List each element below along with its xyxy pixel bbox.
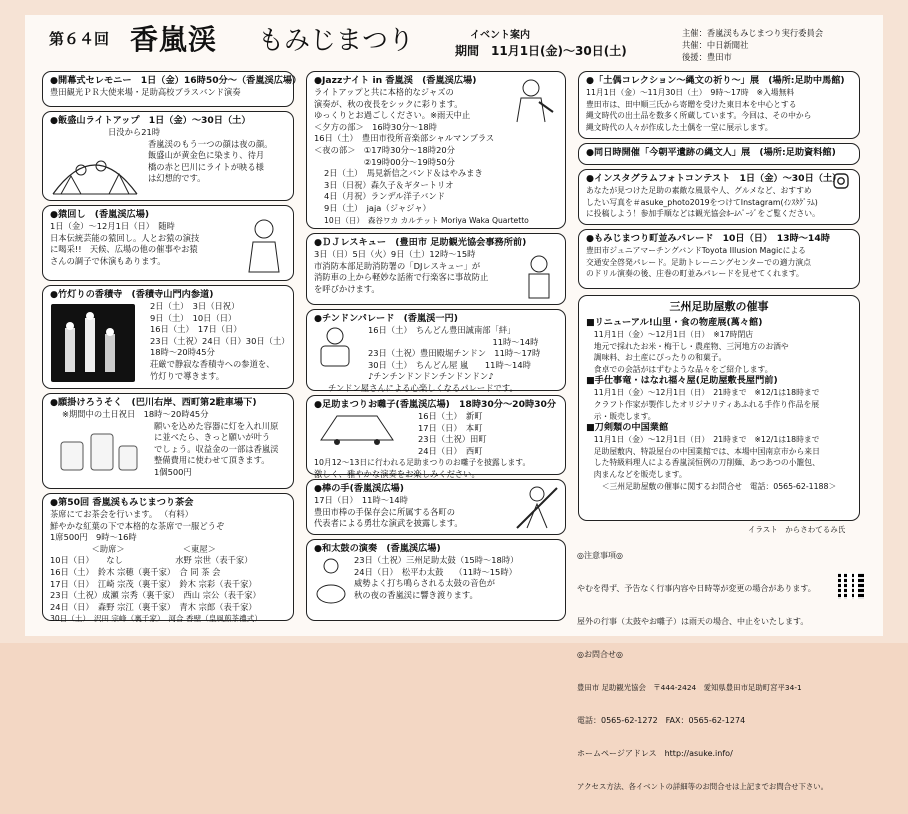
organizer-line: 共催：中日新聞社 (682, 40, 749, 50)
section-subtitle: ■手仕事竜・はなれ福々屋(足助屋敷長屋門前) (586, 375, 778, 387)
section-title: ●猿回し (香嵐渓広場) (50, 209, 150, 220)
section-line: 11月1日（金）～12月1日（日） ※17時閉店 (586, 330, 754, 339)
notes-contact (577, 528, 828, 814)
section-line: 日本伝統芸能の猿回し。人とお猿の演技 (50, 232, 200, 243)
section-line: 豊田市は、田中順三氏から寄贈を受けた東日本を中心とする (586, 99, 797, 109)
festival-place-name: 香嵐渓 (130, 23, 218, 56)
notes-line: 電話：0565-62-1272 FAX：0565-62-1274 (577, 716, 746, 725)
section-line: 地元で採れたお米・梅干し・農産物、三河地方のお酒や (586, 341, 789, 351)
section-line: に並べたら、きっと願いが叶う (154, 432, 271, 443)
section-line: 1席500円 9時～16時 (50, 532, 137, 543)
section-line: クラフト作家が製作したオリジナリティあふれる手作り作品を展 (586, 399, 820, 409)
section-line: 竹灯りで導きます。 (150, 370, 225, 381)
section-line: 16日（土） 新町 (418, 411, 483, 421)
section-line: 激しく、雅やかな演奏をお楽しみください。 (314, 468, 480, 479)
section-line: に投稿しよう！参加手順などは観光協会ﾎｰﾑﾍﾟｰｼﾞをご覧ください。 (586, 209, 820, 219)
section-line: 橋の赤と巴川にライトが映る様 (148, 161, 264, 172)
section-line: 演奏が、秋の夜長をシックに彩ります。 (314, 98, 463, 109)
section-title: ●第50回 香嵐渓もみじまつり茶会 (50, 497, 194, 508)
jazz-night-box (306, 71, 566, 229)
section-line: 縄文時代の出土品を数多く所蔵しています。今回は、その中から (586, 111, 812, 121)
bamboo-lights-box (42, 285, 294, 389)
lightup-illustration (51, 136, 139, 198)
notes-line: ◎注意事項◎ (577, 551, 623, 560)
section-line: 1個500円 (154, 466, 192, 477)
section-line: のドリル演奏の後、庄巻の町並みパレードを見せてくれます。 (586, 269, 804, 279)
section-line: ＜夕方の部＞ 16時30分～18時 (314, 121, 437, 132)
notes-line: 屋外の行事（太鼓やお囃子）は雨天の場合、中止をいたします。 (577, 617, 809, 626)
section-line: 願いを込めた容器に灯を入れ川原 (154, 420, 279, 431)
section-line: 17日（日） 本町 (418, 422, 483, 433)
section-title: ●Jazzナイト in 香嵐渓 (香嵐渓広場) (314, 75, 477, 86)
section-title: ●開幕式セレモニー 1日（金）16時50分～（香嵐渓広場） (50, 75, 302, 86)
section-line: あなたが見つけた足助の素敵な風景や人、グルメなど、おすすめ (586, 186, 812, 195)
section-title: ●棒の手(香嵐渓広場) (314, 483, 404, 494)
section-line: 9日（土） jaja（ジャジャ） (324, 202, 431, 213)
section-line: 9日（土） 10日（日） (150, 312, 237, 323)
tea-schedule-row: 23日（土祝）成瀬 宗秀（裏千家） 西山 宗公（表千家） (50, 590, 261, 601)
festival-float-illustration (317, 410, 397, 446)
dogu-exhibition-box (578, 71, 860, 139)
organizer-line: 後援：豊田市 (682, 52, 732, 62)
organizers (682, 27, 823, 63)
section-title: 三州足助屋敷の催事 (669, 300, 769, 313)
section-line: 18時～20時45分 (150, 347, 215, 358)
section-line: 豊田観光ＰＲ大使来場・足助高校ブラスバンド演奏 (50, 87, 241, 97)
section-line: 示・販売します。 (586, 411, 656, 421)
bamboo-photo (51, 304, 135, 382)
section-line: ②19時00分～19時50分 (314, 156, 455, 167)
notes-line: やむを得ず、予告なく行事内容や日時等が変更の場合があります。 (577, 584, 816, 593)
chindon-illustration (313, 324, 359, 372)
section-line: 足助屋敷内、特設屋台の中国業館では、本場中国南京市から来日 (586, 446, 820, 456)
section-line: 威勢よく打ち鳴らされる太鼓の音色が (354, 578, 496, 589)
monkey-illustration (239, 214, 289, 274)
section-title: ●願掛けろうそく (巴川右岸、西町第2駐車場下) (50, 397, 257, 408)
section-line: 豊田市ジュニアマーチングバンドToyota Illusion Magicによる (586, 246, 806, 255)
section-line: 交通安全啓発パレード。足助トレーニングセンターでの適力演点 (586, 257, 811, 267)
section-title: ●飯盛山ライトアップ 1日（金）～30日（土） (50, 115, 251, 126)
tea-schedule-row: 16日（土） 鈴木 宗穂（裏千家） 合 同 茶 会 (50, 566, 221, 577)
section-line: 日没から21時 (108, 127, 161, 137)
section-line: 23日（土祝）豊田殿堀チンドン 11時～17時 (368, 348, 541, 359)
edition-number: 第６４回 (49, 30, 110, 48)
section-line: 16日（土） 17日（日） (150, 324, 242, 335)
notes-line: アクセス方法、各イベントの詳細等のお問合せは上記までお問合せ下さい。 (577, 782, 829, 791)
section-line: ＜助席＞ ＜東屋＞ (50, 543, 216, 554)
bonote-box (306, 479, 566, 535)
qr-code-icon (838, 573, 864, 599)
section-line: 荘厳で静寂な香積寺への参道を、 (150, 358, 275, 369)
taiko-drummer-illustration (313, 556, 349, 606)
section-title: ●同日時開催「今朝平遺跡の縄文人」展 (場所:足助資料館) (586, 147, 836, 158)
festival-music-box (306, 395, 566, 479)
section-line: 豊田市棒の手保存会に所属する各町の (314, 506, 456, 517)
section-line: 4日（月祝）ランデル洋子バンド (324, 191, 446, 202)
section-title: ●和太鼓の演奏 (香嵐渓広場) (314, 543, 441, 554)
section-title: ●インスタグラムフォトコンテスト 1日（金）～30日（土） (586, 173, 842, 184)
section-line: チンドン屋さんによる心楽しくなるパレードです。 (328, 382, 518, 393)
section-line: 肉まんなどを販売します。 (586, 469, 687, 479)
section-line: 茶席にてお茶会を行います。 （有料） (50, 509, 194, 519)
section-line: 3日（日）5日（火）9日（土）12時～15時 (314, 249, 476, 259)
section-title: ●チンドンパレード (香嵐渓一円) (314, 313, 458, 324)
section-title: ●もみじまつり町並みパレード 10日（日） 13時～14時 (586, 233, 830, 244)
section-line: 1日（金）～12月1日（日） 随時 (50, 221, 175, 231)
event-guide-label: イベント案内 (470, 30, 530, 41)
section-line: 秋の夜の香嵐渓に響き渡ります。 (354, 589, 478, 600)
staff-fighter-illustration (513, 484, 561, 530)
section-line: 23日（土祝）24日（日）30日（土） (150, 335, 290, 346)
opening-ceremony-box (42, 71, 302, 107)
section-line: したい写真を＃asuke_photo2019をつけてInstagram(ｲﾝｽﾀｸﾞﾗﾑ) (586, 197, 818, 207)
taiko-box (306, 539, 566, 621)
sanshu-yashiki-box (578, 295, 860, 521)
section-line: 11月1日（金）～11月30日（土） 9時～17時 ※入場無料 (586, 88, 795, 97)
section-line: 23日（土祝）三州足助太鼓（15時～18時） (354, 555, 519, 565)
town-parade-box (578, 229, 860, 289)
section-title: ●ＤＪレスキュー (豊田市 足助観光協会事務所前) (314, 237, 527, 248)
section-line: 24日（日） 西町 (418, 445, 483, 456)
section-title: ●足助まつりお囃子(香嵐渓広場) 18時30分～20時30分 (314, 399, 557, 410)
section-line: 11月1日（金）～12月1日（日） 21時まで ※12/1は18時まで (586, 388, 820, 398)
jazz-musician-illustration (503, 76, 559, 124)
section-line: 11月1日（金）～12月1日（日） 21時まで ※12/1は18時まで (586, 435, 820, 445)
section-line: に喝采!! 天候、広場の他の催事やお猿 (50, 244, 198, 255)
section-line: ライトアップと共に本格的なジャズの (314, 87, 454, 97)
section-line: ※期間中の土日祝日 18時～20時45分 (62, 409, 209, 419)
section-line: 香嵐渓のもう一つの顔は夜の顔。 (148, 138, 273, 149)
chindon-parade-box (306, 309, 566, 391)
illustration-credit: イラスト からさわてるみ氏 (748, 525, 846, 534)
section-line: 整備費用に使わせて頂きます。 (154, 455, 270, 466)
section-line: 16日（土） 豊田市役所音楽部シャルマンブラス (314, 133, 495, 144)
section-line: 16日（土） ちんどん豊田誠南部「絆」 (368, 325, 516, 335)
joint-exhibition-box (578, 143, 860, 165)
section-line: 代表者による勇壮な演武を披露します。 (314, 518, 463, 529)
section-line: 23日（土祝）田町 (418, 434, 487, 445)
section-line: 鮮やかな紅葉の下で本格的な茶席で一服どうぞ (50, 520, 225, 531)
notes-line: ホームページアドレス http://asuke.info/ (577, 749, 733, 758)
section-line: 2日（土） 馬見新信之バンド＆はやみまき (324, 168, 483, 179)
section-line: 30日（土） ちんどん屋 嵐 11時～14時 (368, 359, 531, 370)
section-title: ●「土偶コレクション～縄文の祈り～」展 (場所:足助中馬館) (586, 75, 845, 86)
lightup-box (42, 111, 294, 201)
section-line: さんの調子で休演もあります。 (50, 255, 166, 266)
section-line: 調味料、お土産にぴったりの和菓子。 (586, 353, 727, 363)
notes-line: 豊田市 足助観光協会 〒444-2424 愛知県豊田市足助町宮平34-1 (577, 683, 802, 692)
section-line: 24日（日） 松平わ太鼓 （11時～15時） (354, 566, 517, 577)
section-line: ＜夜の部＞ ①17時30分～18時20分 (314, 144, 455, 155)
section-line: ♪チンチンドンドンチンドンドン♪ (368, 371, 494, 382)
section-line: 消防車の上から軽妙な話術で行楽客に事故防止 (314, 272, 489, 283)
tea-schedule-row: 10日（日） なし 水野 宗世（表千家） (50, 555, 253, 566)
festival-period: 期間 11月1日(金)～30日(土) (455, 44, 627, 58)
section-line: ゆっくりとお過ごしください。※雨天中止 (314, 110, 471, 121)
section-line: は幻想的です。 (148, 173, 206, 184)
festival-title: もみじまつり (258, 26, 415, 56)
tea-schedule-row: 17日（日） 江崎 宗茂（裏千家） 鈴木 宗彩（表千家） (50, 578, 257, 589)
firefighter-illustration (519, 252, 559, 302)
section-line: 11時～14時 (368, 336, 539, 347)
section-line: 17日（日） 11時～14時 (314, 495, 408, 505)
candle-glasses-illustration (53, 428, 143, 480)
organizer-line: 主催：香嵐渓もみじまつり実行委員会 (682, 28, 824, 38)
section-line: した特級料理人による香嵐渓恒例の刀削麺、あつあつの小籠包、 (586, 458, 820, 468)
instagram-icon (833, 173, 849, 189)
wish-candle-box (42, 393, 294, 489)
tea-schedule-row: 24日（日） 森野 宗江（裏千家） 青木 宗郎（表千家） (50, 601, 257, 612)
section-line: 3日（日祝）森久子＆ギタートリオ (324, 179, 454, 190)
monkey-show-box (42, 205, 294, 281)
section-line: 2日（土） 3日（日祝） (150, 301, 240, 311)
section-line: ＜三州足助屋敷の催事に関するお問合せ 電話：0565-62-1188＞ (601, 481, 837, 491)
section-line: 10日（日） 森谷ワカ カルテット Moriya Waka Quartetto (324, 215, 529, 225)
section-title: ●竹灯りの香積寺 (香積寺山門内参道) (50, 289, 214, 300)
section-subtitle: ■刀剣類の中国業館 (586, 422, 669, 434)
section-line: でしょう。収益金の一部は香嵐渓 (154, 443, 279, 454)
instagram-contest-box (578, 169, 860, 225)
section-line: を呼びかけます。 (314, 283, 380, 294)
tea-ceremony-box (42, 493, 294, 624)
section-line: 市消防本部足助消防署の「DJレスキュー」が (314, 260, 481, 271)
notes-line: ◎お問合せ◎ (577, 650, 623, 659)
section-subtitle: ■リニューアル!山里・食の物産展(萬々館) (586, 317, 763, 328)
tea-schedule-row: 30日（土） 沢田 宗峰（裏千家） 河合 香壁（皇風煎茶禮式） (50, 614, 262, 624)
section-line: 飯盛山が黄金色に染まり、待月 (148, 150, 265, 161)
section-line: 10月12～13日に行われる足助まつりのお囃子を披露します。 (314, 458, 531, 468)
section-line: 食卓での会話がはずむような品々をご紹介します。 (586, 364, 773, 374)
section-line: 縄文時代の人々が作成した土偶を一堂に展示します。 (586, 122, 773, 132)
dj-rescue-box (306, 233, 566, 305)
